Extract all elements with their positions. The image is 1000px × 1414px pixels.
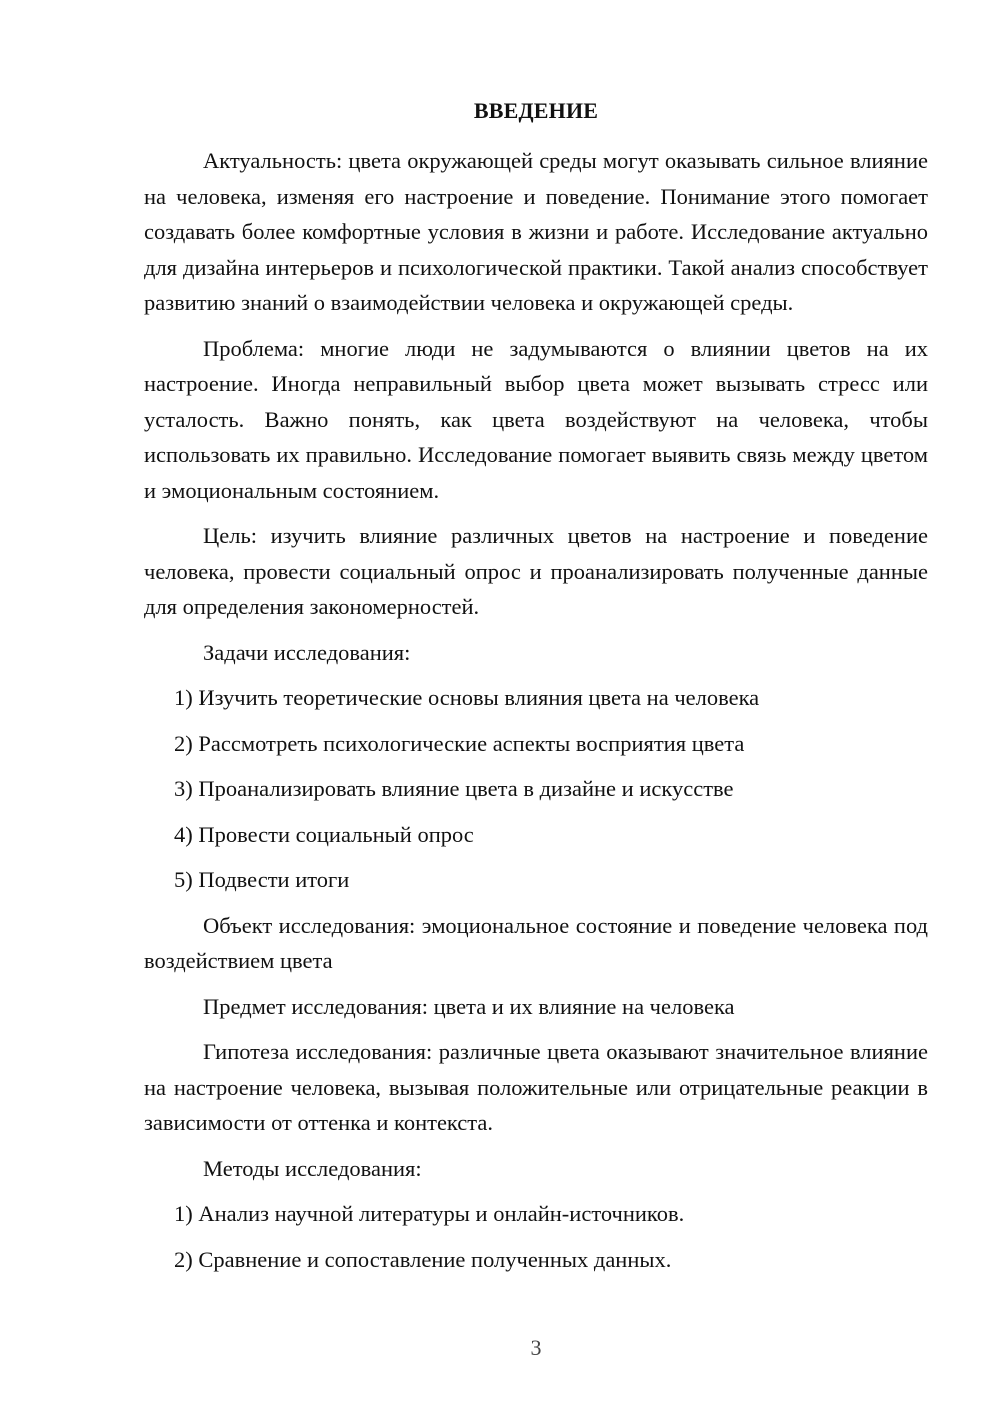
object-paragraph: Объект исследования: эмоциональное состояние и поведение человека под воздействием цвета bbox=[144, 912, 928, 973]
problem-paragraph: Проблема: многие люди не задумываются о влиянии цветов на их настроение. Иногда неправильный выбор цвета может вызывать стресс или усталость. Важно понять, как цвета воздействуют на человека, чтобы использовать их правильно. Исследование помогает выявить связь между цветом и эмоциональным состоянием. bbox=[144, 335, 928, 503]
page-number: 3 bbox=[530, 1335, 542, 1360]
task-item: 2) Рассмотреть психологические аспекты восприятия цвета bbox=[174, 730, 745, 756]
method-item: 1) Анализ научной литературы и онлайн-источников. bbox=[174, 1201, 685, 1226]
hypothesis-paragraph: Гипотеза исследования: различные цвета оказывают значительное влияние на настроение человека, вызывая положительные или отрицательные реакции в зависимости от оттенка и контекста. bbox=[144, 1039, 928, 1135]
task-item: 4) Провести социальный опрос bbox=[174, 821, 474, 847]
page-title: ВВЕДЕНИЕ bbox=[473, 98, 599, 123]
subject-paragraph: Предмет исследования: цвета и их влияние на человека bbox=[203, 993, 735, 1019]
tasks-heading: Задачи исследования: bbox=[203, 639, 411, 665]
methods-list bbox=[144, 1196, 928, 1277]
goal-paragraph: Цель: изучить влияние различных цветов на настроение и поведение человека, провести социальный опрос и проанализировать полученные данные для определения закономерностей. bbox=[144, 523, 928, 619]
methods-heading: Методы исследования: bbox=[203, 1155, 422, 1181]
task-item: 5) Подвести итоги bbox=[174, 867, 350, 892]
task-item: 3) Проанализировать влияние цвета в дизайне и искусстве bbox=[174, 776, 734, 801]
document-body bbox=[144, 143, 928, 1287]
tasks-list bbox=[144, 680, 928, 898]
method-item: 2) Сравнение и сопоставление полученных данных. bbox=[174, 1246, 672, 1272]
relevance-paragraph: Актуальность: цвета окружающей среды могут оказывать сильное влияние на человека, изменяя его настроение и поведение. Понимание этого помогает создавать более комфортные условия в жизни и работе. Исследование актуально для дизайна интерьеров и психологической практики. Такой анализ способствует развитию знаний о взаимодействии человека и окружающей среды. bbox=[144, 148, 928, 315]
task-item: 1) Изучить теоретические основы влияния цвета на человека bbox=[174, 685, 760, 710]
